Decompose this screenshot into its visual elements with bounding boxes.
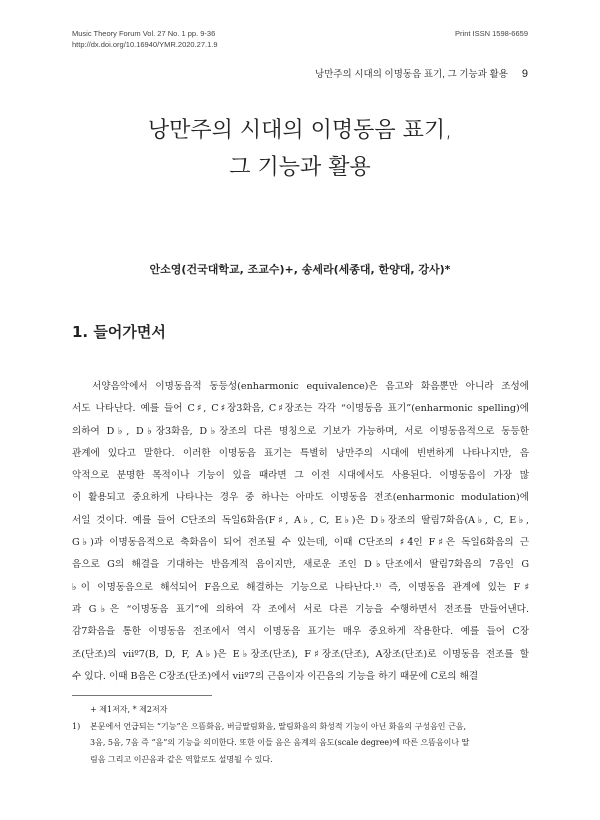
body-line: G♭)과 이명동음적으로 축화음이 되어 전조될 수 있는데, 이때 C단조의 ♯4̂인 F♯은 독일6화음의 근 (72, 537, 529, 549)
doi-link[interactable]: http://dx.doi.org/10.16940/YMR.2020.27.1.9 (72, 39, 218, 49)
body-line: 음으로 G의 해결을 기대하는 반음계적 음이지만, 새로운 조인 D♭단조에서 딸림7화음의 7음인 G (72, 559, 529, 571)
section-heading: 1. 들어가면서 (72, 323, 166, 341)
body-line: ♭이 이명동음으로 해석되어 F음으로 해결하는 기능으로 나타난다.¹⁾ 즉, 이명동음 관계에 있는 F♯ (72, 581, 529, 593)
body-text (72, 376, 529, 688)
print-issn: Print ISSN 1598-6659 (455, 29, 528, 38)
body-line: 과 G♭은 “이명동음 표기”에 의하여 각 조에서 서로 다른 기능을 수행하면서 전조를 만들어낸다. (72, 603, 529, 615)
body-line: 감7화음을 통한 이명동음 전조에서 역시 이명동음 표기는 매우 중요하게 작용한다. 예를 들어 C장 (72, 626, 529, 638)
footnote-line: 3음, 5음, 7음 즉 “음”의 기능을 의미한다. 또한 이들 음은 음계의 음도(scale degree)에 따른 으뜸음이나 딸 (90, 738, 470, 747)
body-line: 서양음악에서 이명동음적 동등성(enharmonic equivalence)은 음고와 화음뿐만 아니라 조성에 (92, 381, 529, 392)
journal-info (72, 29, 218, 50)
footnote-1 (72, 719, 529, 736)
body-line: 이 활용되고 중요하게 나타나는 경우 중 하나는 아마도 이명동음 전조(enharmonic modulation)에 (72, 492, 529, 504)
body-line: 서일 것이다. 예를 들어 C단조의 독일6화음(F♯, A♭, C, E♭)은 D♭장조의 딸림7화음(A♭, C, E♭, (72, 514, 529, 526)
body-line: 의하여 D♭, D♭장3화음, D♭장조의 다른 명칭으로 기보가 가능하며, 서로 이명동음적으로 동등한 (72, 425, 529, 437)
body-line: 관계에 있다고 말한다. 이러한 이명동음 표기는 특별히 낭만주의 시대에 빈번하게 나타나지만, 음 (72, 447, 529, 459)
running-head (315, 66, 528, 80)
title-line: 낭만주의 시대의 이명동음 표기, (147, 118, 453, 143)
running-head-title: 낭만주의 시대의 이명동음 표기, 그 기능과 활용 (315, 69, 508, 80)
footnotes (72, 702, 529, 768)
body-line: 조(단조)의 viiº7(B, D, F, A♭)은 E♭장조(단조), F♯장조(단조), A장조(단조)로 이명동음 전조를 할 (72, 648, 529, 660)
footnote-line: 림음 그리고 이끈음과 같은 역할로도 설명될 수 있다. (90, 754, 273, 764)
title-line: 그 기능과 활용 (229, 155, 371, 180)
paper-title (0, 112, 600, 186)
footnote-number: 1) (72, 721, 81, 731)
page-number: 9 (521, 68, 528, 80)
footnote-line: 본문에서 언급되는 “기능”은 으뜸화음, 버금딸림화음, 딸림화음의 화성적 기능이 아닌 화음의 구성음인 근음, (90, 721, 467, 731)
body-line: 악적으로 분명한 목적이나 기능이 있을 때라면 그 이전 시대에서도 사용된다. 이명동음이 가장 많 (72, 470, 529, 482)
journal-citation: Music Theory Forum Vol. 27 No. 1 pp. 9-36 (72, 29, 216, 38)
body-line: 서도 나타난다. 예를 들어 C♯, C♯장3화음, C♯장조는 각각 “이명동음 표기”(enharmonic spelling)에 (72, 403, 529, 415)
author-role-note: + 제1저자, * 제2저자 (90, 705, 168, 714)
body-line: 수 있다. 이때 B음은 C장조(단조)에서 viiº7의 근음이자 이끈음의 기능을 하기 때문에 C로의 해결 (72, 670, 479, 682)
author-line: 안소영(건국대학교, 조교수)+, 송세라(세종대, 한양대, 강사)* (149, 263, 451, 276)
footnote-divider (72, 695, 212, 696)
